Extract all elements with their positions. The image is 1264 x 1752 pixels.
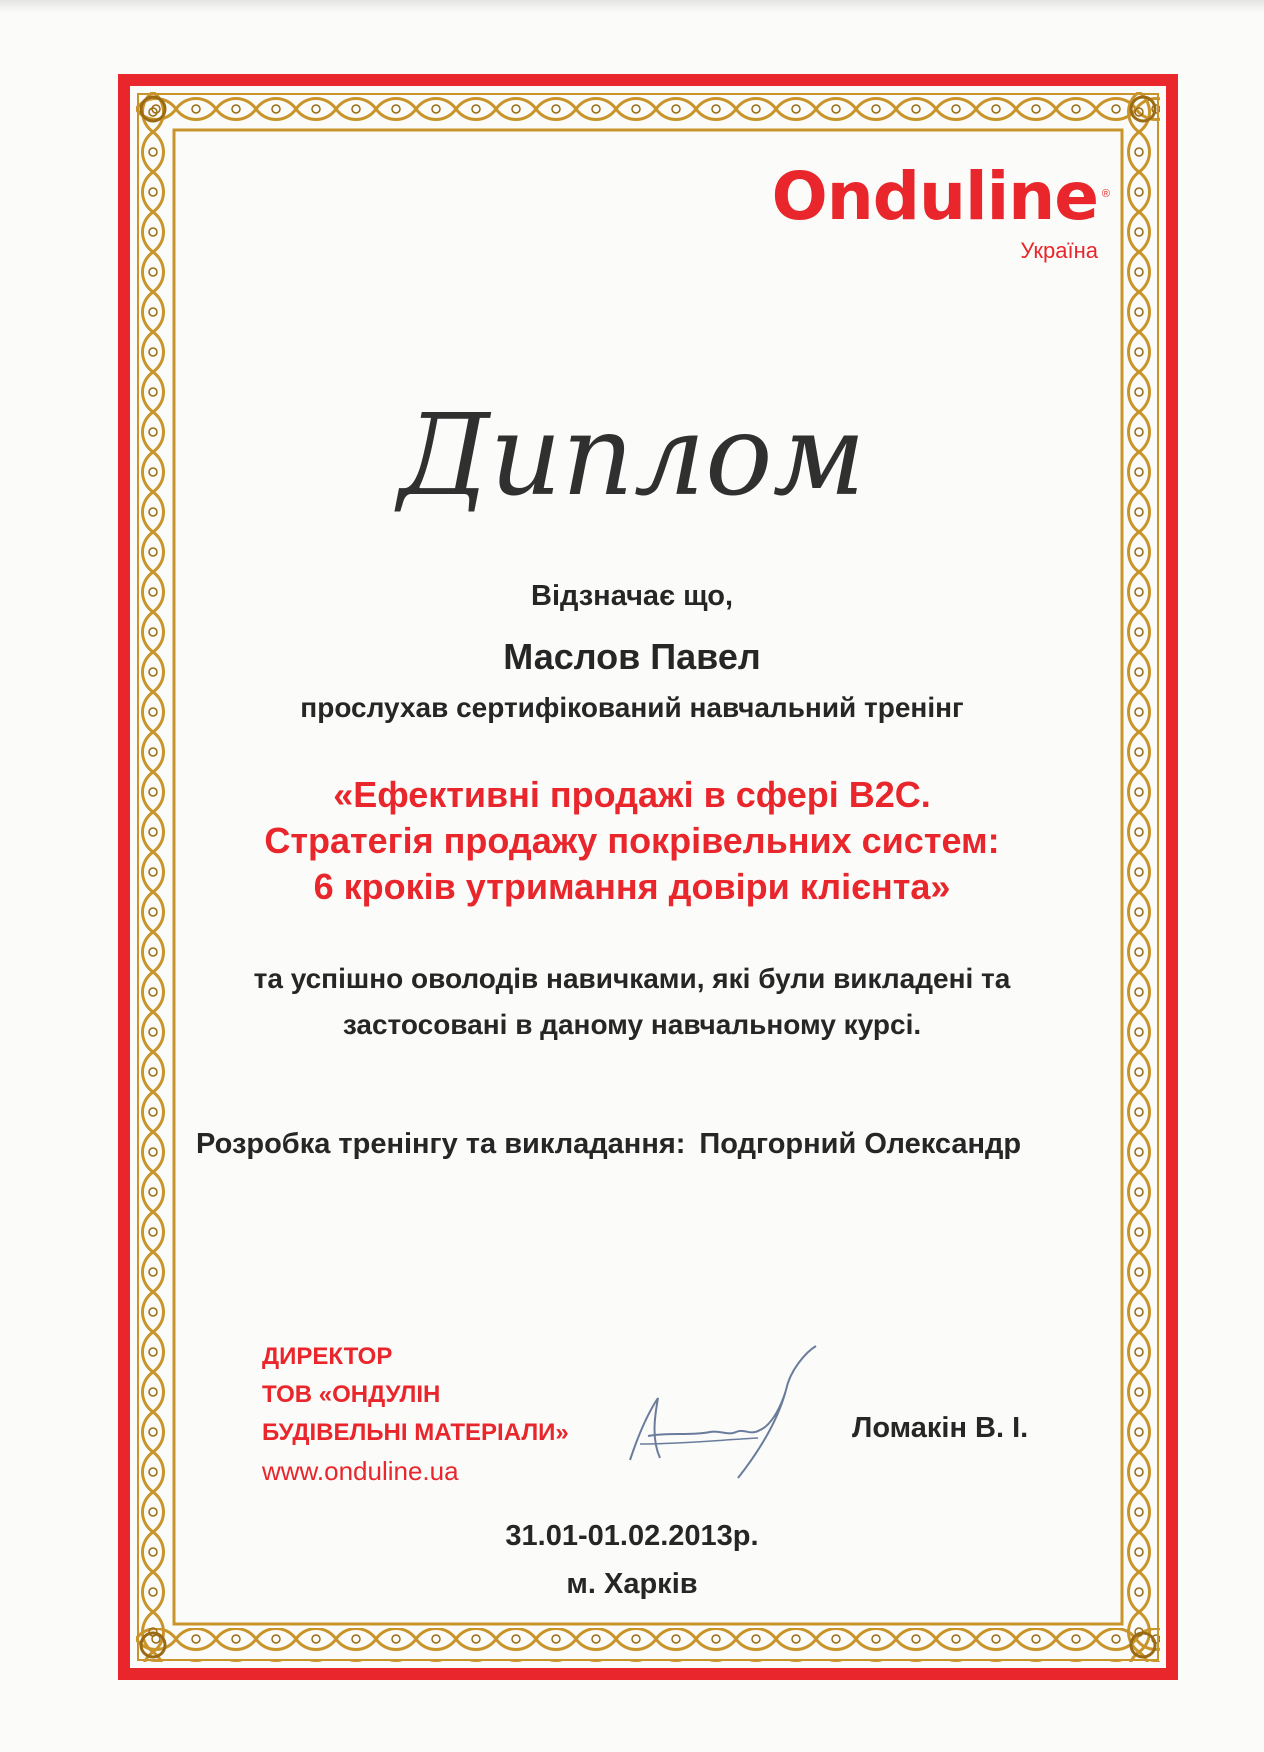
trainer-line (196, 1128, 1021, 1161)
mastery-line: застосовані в даному навчальному курсі. (342, 1009, 922, 1040)
mastery-line: та успішно оволодів навичками, які були викладені та (253, 963, 1011, 994)
course-title-line: «Ефективні продажі в сфері В2С. (333, 774, 931, 815)
course-title-line: 6 кроків утримання довіри клієнта» (313, 866, 951, 907)
course-city: м. Харків (566, 1568, 698, 1600)
scan-edge (0, 0, 1264, 12)
director-role-line: БУДІВЕЛЬНІ МАТЕРІАЛИ» (262, 1419, 569, 1446)
logo-country: Україна (1020, 238, 1098, 263)
handwritten-signature (610, 1340, 830, 1490)
diploma-title: Диплом (398, 391, 866, 521)
mastery-text (0, 956, 1264, 1048)
logo-registered-mark: ® (1101, 188, 1110, 200)
website-text: www.onduline.ua (262, 1456, 459, 1486)
course-title-line: Стратегія продажу покрівельних систем: (264, 820, 1000, 861)
director-role-line: ТОВ «ОНДУЛІН (262, 1381, 441, 1408)
signatory-name: Ломакін В. І. (852, 1412, 1029, 1444)
recipient-name: Маслов Павел (503, 636, 761, 677)
trainer-name: Подгорний Олександр (699, 1128, 1022, 1160)
onduline-logo (760, 158, 1110, 268)
director-block (262, 1338, 569, 1490)
statement-text: прослухав сертифікований навчальний тренінг (300, 692, 964, 723)
logo-wordmark: Onduline (771, 158, 1098, 235)
trainer-label: Розробка тренінгу та викладання: (196, 1128, 686, 1160)
intro-text: Відзначає що, (531, 580, 733, 612)
course-title (0, 772, 1264, 910)
course-date: 31.01-01.02.2013р. (505, 1520, 759, 1552)
director-role-line: ДИРЕКТОР (262, 1343, 393, 1370)
